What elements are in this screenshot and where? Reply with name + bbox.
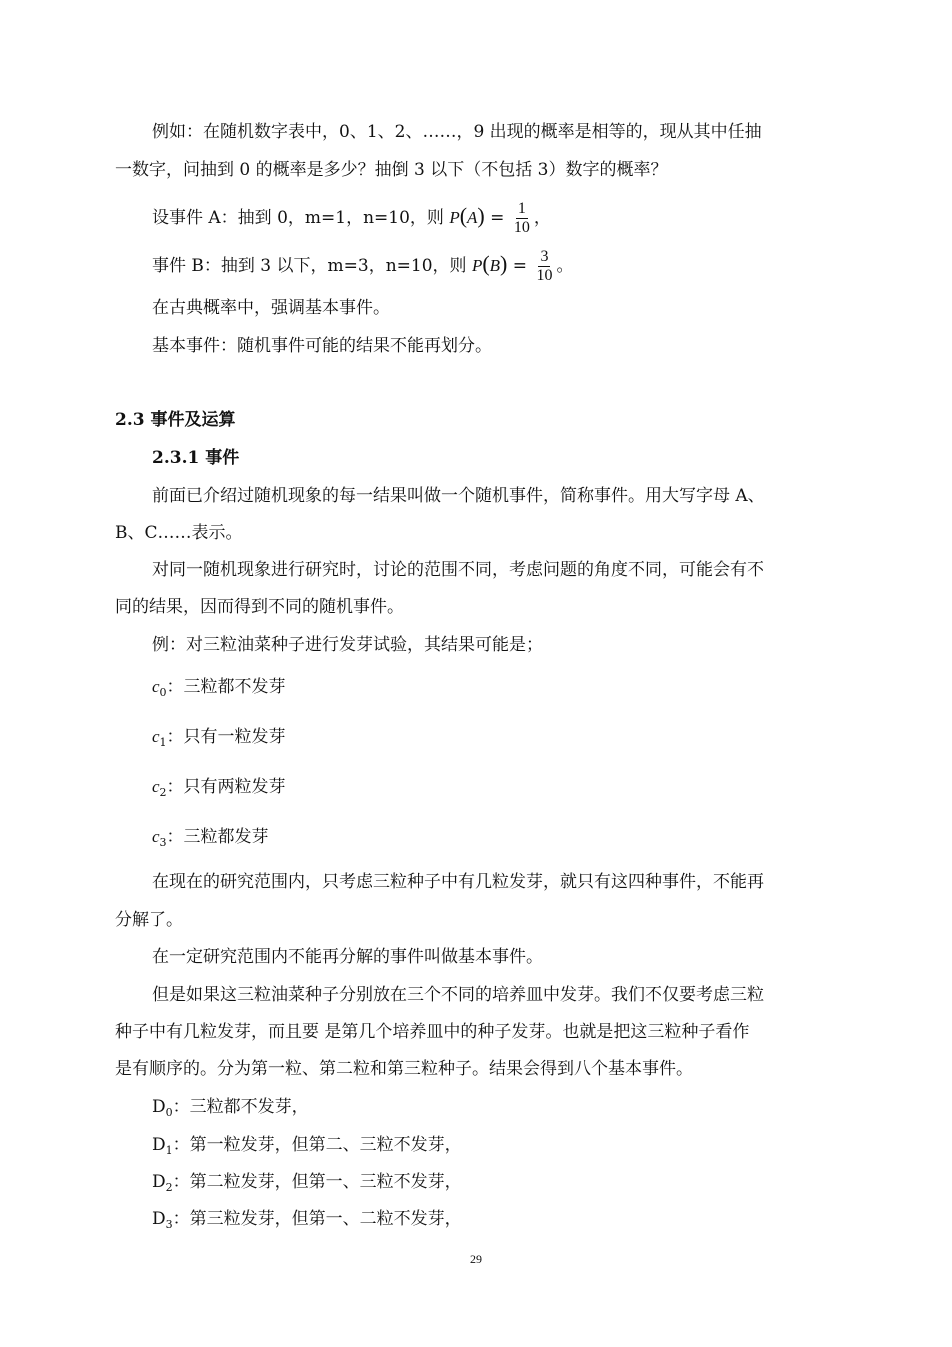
event-a-tail: ， — [533, 208, 551, 228]
body-para1-line1: 前面已介绍过随机现象的每一结果叫做一个随机事件，简称事件。用大写字母 A、 — [152, 486, 765, 506]
list-item: $c_3$：三粒都发芽 — [152, 827, 269, 849]
event-b-p: P — [471, 256, 483, 275]
list-item: $D_1$：第一粒发芽，但第二、三粒不发芽， — [152, 1135, 462, 1157]
body-para2-line2: 同的结果，因而得到不同的随机事件。 — [115, 597, 404, 617]
event-b-var: B — [489, 256, 501, 275]
event-a-line: 设事件 A：抽到 0，m=1，n=10，则 P(A) = $\frac{1}{10}$ ， — [152, 200, 551, 236]
list-item: $c_2$：只有两粒发芽 — [152, 777, 286, 799]
example-line: 例：对三粒油菜种子进行发芽试验，其结果可能是； — [152, 635, 543, 655]
subsection-heading: 2.3.1 事件 — [152, 448, 240, 468]
section-heading: 2.3 事件及运算 — [115, 410, 236, 430]
event-a-text: 设事件 A：抽到 0，m=1，n=10，则 — [152, 208, 444, 228]
list-item: $D_3$：第三粒发芽，但第一、二粒不发芽， — [152, 1209, 462, 1231]
event-b-text: 事件 B：抽到 3 以下，m=3，n=10，则 — [152, 256, 467, 276]
event-a-p: P — [449, 208, 460, 227]
basic-event-definition: 基本事件：随机事件可能的结果不能再划分。 — [152, 336, 492, 356]
body-para4: 在一定研究范围内不能再分解的事件叫做基本事件。 — [152, 947, 543, 967]
body-para5-line3: 是有顺序的。分为第一粒、第二粒和第三粒种子。结果会得到八个基本事件。 — [115, 1059, 693, 1079]
body-para2-line1: 对同一随机现象进行研究时，讨论的范围不同，考虑问题的角度不同，可能会有不 — [152, 560, 764, 580]
list-item: $D_0$：三粒都不发芽， — [152, 1097, 309, 1119]
paragraph-example-line2: 一数字，问抽到 0 的概率是多少？抽倒 3 以下（不包括 3）数字的概率？ — [115, 160, 668, 180]
event-a-fraction — [512, 200, 532, 237]
event-b-eq: = — [512, 256, 528, 276]
list-item: $c_1$：只有一粒发芽 — [152, 727, 286, 749]
body-para3-line2: 分解了。 — [115, 910, 183, 930]
page-number: 29 — [470, 1252, 482, 1266]
body-para3-line1: 在现在的研究范围内，只考虑三粒种子中有几粒发芽，就只有这四种事件，不能再 — [152, 872, 764, 892]
body-para5-line2: 种子中有几粒发芽，而且要 是第几个培养皿中的种子发芽。也就是把这三粒种子看作 — [115, 1022, 750, 1042]
event-a-eq: = — [490, 208, 505, 228]
event-b-tail: 。 — [556, 256, 574, 276]
classic-probability-line: 在古典概率中，强调基本事件。 — [152, 298, 390, 318]
list-item: $c_0$：三粒都不发芽 — [152, 677, 286, 699]
paragraph-example-line1: 例如：在随机数字表中，0、1、2、……，9 出现的概率是相等的，现从其中任抽 — [152, 122, 762, 142]
body-para1-line2: B、C……表示。 — [115, 523, 243, 543]
event-a-numerator: 1 — [517, 200, 526, 217]
list-item: $D_2$：第二粒发芽，但第一、三粒不发芽， — [152, 1172, 462, 1194]
event-a-denominator: 10 — [513, 219, 530, 236]
event-b-numerator: 3 — [540, 248, 549, 265]
event-b-denominator: 10 — [536, 267, 553, 284]
event-b-line: 事件 B：抽到 3 以下，m=3，n=10，则 P(B) = $\frac{3}{10}$ 。 — [152, 248, 574, 284]
body-para5-line1: 但是如果这三粒油菜种子分别放在三个不同的培养皿中发芽。我们不仅要考虑三粒 — [152, 985, 764, 1005]
event-a-var: A — [467, 208, 478, 227]
event-b-fraction — [534, 248, 554, 285]
